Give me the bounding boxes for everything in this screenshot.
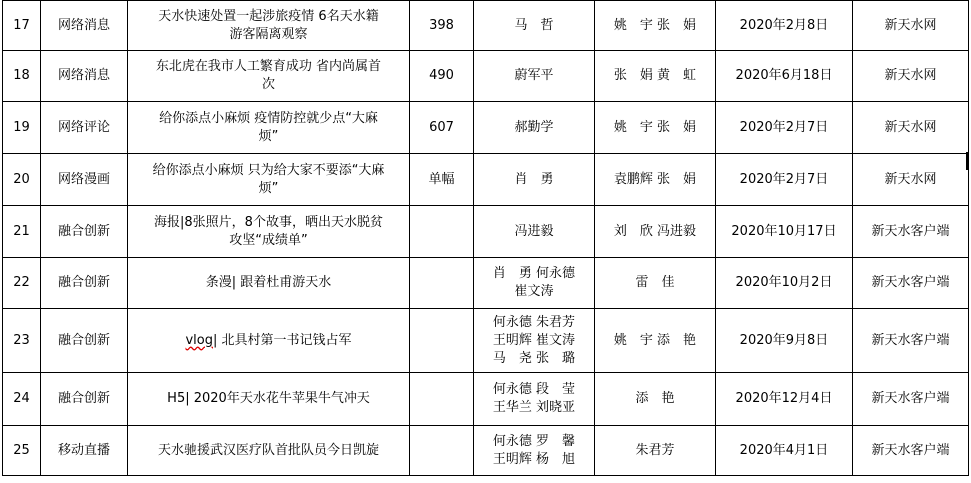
title-text: | 北具村第一书记钱占军 — [213, 332, 352, 348]
title-cell: 给你添点小麻烦 疫情防控就少点“大麻 烦” — [128, 102, 410, 154]
category-cell: 网络评论 — [41, 102, 128, 154]
title-cell: 东北虎在我市人工繁育成功 省内尚属首 次 — [128, 51, 410, 102]
length-cell — [410, 309, 474, 373]
length-cell: 607 — [410, 102, 474, 154]
authors-cell: 郝勤学 — [474, 102, 595, 154]
table-row — [3, 426, 969, 476]
category-cell: 融合创新 — [41, 258, 128, 309]
editors-cell: 姚 宇 添 艳 — [595, 309, 716, 373]
awards-table — [2, 0, 969, 476]
category-cell: 网络消息 — [41, 1, 128, 51]
row-number: 24 — [3, 373, 41, 426]
media-cell: 新天水客户端 — [853, 309, 969, 373]
authors-cell: 何永德 朱君芳 王明辉 崔文涛 马 尧 张 璐 — [474, 309, 595, 373]
date-cell: 2020年2月7日 — [716, 154, 853, 206]
category-cell: 网络消息 — [41, 51, 128, 102]
date-cell: 2020年9月8日 — [716, 309, 853, 373]
media-cell: 新天水客户端 — [853, 426, 969, 476]
row-number: 21 — [3, 206, 41, 258]
editors-cell: 添 艳 — [595, 373, 716, 426]
category-cell: 融合创新 — [41, 309, 128, 373]
media-cell: 新天水客户端 — [853, 206, 969, 258]
authors-cell: 何永德 罗 馨 王明辉 杨 旭 — [474, 426, 595, 476]
length-cell: 单幅 — [410, 154, 474, 206]
length-cell — [410, 426, 474, 476]
length-cell — [410, 206, 474, 258]
row-number: 19 — [3, 102, 41, 154]
editors-cell: 姚 宇 张 娟 — [595, 102, 716, 154]
vlog-label: vlog — [185, 332, 213, 348]
media-cell: 新天水网 — [853, 1, 969, 51]
media-cell: 新天水网 — [853, 51, 969, 102]
date-cell: 2020年12月4日 — [716, 373, 853, 426]
authors-cell: 肖 勇 何永德 崔文涛 — [474, 258, 595, 309]
media-cell: 新天水网 — [853, 154, 969, 206]
editors-cell: 张 娟 黄 虹 — [595, 51, 716, 102]
length-cell — [410, 258, 474, 309]
editors-cell: 雷 佳 — [595, 258, 716, 309]
table-row — [3, 309, 969, 373]
title-cell: 给你添点小麻烦 只为给大家不要添“大麻 烦” — [128, 154, 410, 206]
table-row — [3, 1, 969, 51]
editors-cell: 刘 欣 冯进毅 — [595, 206, 716, 258]
editors-cell: 袁鹏辉 张 娟 — [595, 154, 716, 206]
table-row — [3, 102, 969, 154]
authors-cell: 肖 勇 — [474, 154, 595, 206]
row-number: 22 — [3, 258, 41, 309]
editors-cell: 姚 宇 张 娟 — [595, 1, 716, 51]
editors-cell: 朱君芳 — [595, 426, 716, 476]
date-cell: 2020年2月8日 — [716, 1, 853, 51]
category-cell: 融合创新 — [41, 206, 128, 258]
title-cell: H5| 2020年天水花牛苹果牛气冲天 — [128, 373, 410, 426]
media-cell: 新天水客户端 — [853, 373, 969, 426]
table-row — [3, 51, 969, 102]
date-cell: 2020年2月7日 — [716, 102, 853, 154]
row-number: 23 — [3, 309, 41, 373]
title-cell — [128, 309, 410, 373]
row-number: 17 — [3, 1, 41, 51]
length-cell — [410, 373, 474, 426]
title-cell: 海报|8张照片，8个故事，晒出天水脱贫 攻坚“成绩单” — [128, 206, 410, 258]
category-cell: 融合创新 — [41, 373, 128, 426]
table-row — [3, 154, 969, 206]
date-cell: 2020年6月18日 — [716, 51, 853, 102]
page-edge-marker — [966, 152, 968, 170]
media-cell: 新天水客户端 — [853, 258, 969, 309]
date-cell: 2020年10月17日 — [716, 206, 853, 258]
row-number: 25 — [3, 426, 41, 476]
category-cell: 移动直播 — [41, 426, 128, 476]
authors-cell: 冯进毅 — [474, 206, 595, 258]
authors-cell: 马 哲 — [474, 1, 595, 51]
length-cell: 490 — [410, 51, 474, 102]
length-cell: 398 — [410, 1, 474, 51]
title-cell: 天水驰援武汉医疗队首批队员今日凯旋 — [128, 426, 410, 476]
category-cell: 网络漫画 — [41, 154, 128, 206]
date-cell: 2020年10月2日 — [716, 258, 853, 309]
row-number: 18 — [3, 51, 41, 102]
table-row — [3, 206, 969, 258]
table-row — [3, 258, 969, 309]
table-row — [3, 373, 969, 426]
media-cell: 新天水网 — [853, 102, 969, 154]
authors-cell: 何永德 段 莹 王华兰 刘晓亚 — [474, 373, 595, 426]
authors-cell: 蔚军平 — [474, 51, 595, 102]
date-cell: 2020年4月1日 — [716, 426, 853, 476]
title-cell: 条漫| 跟着杜甫游天水 — [128, 258, 410, 309]
title-cell: 天水快速处置一起涉旅疫情 6名天水籍 游客隔离观察 — [128, 1, 410, 51]
row-number: 20 — [3, 154, 41, 206]
